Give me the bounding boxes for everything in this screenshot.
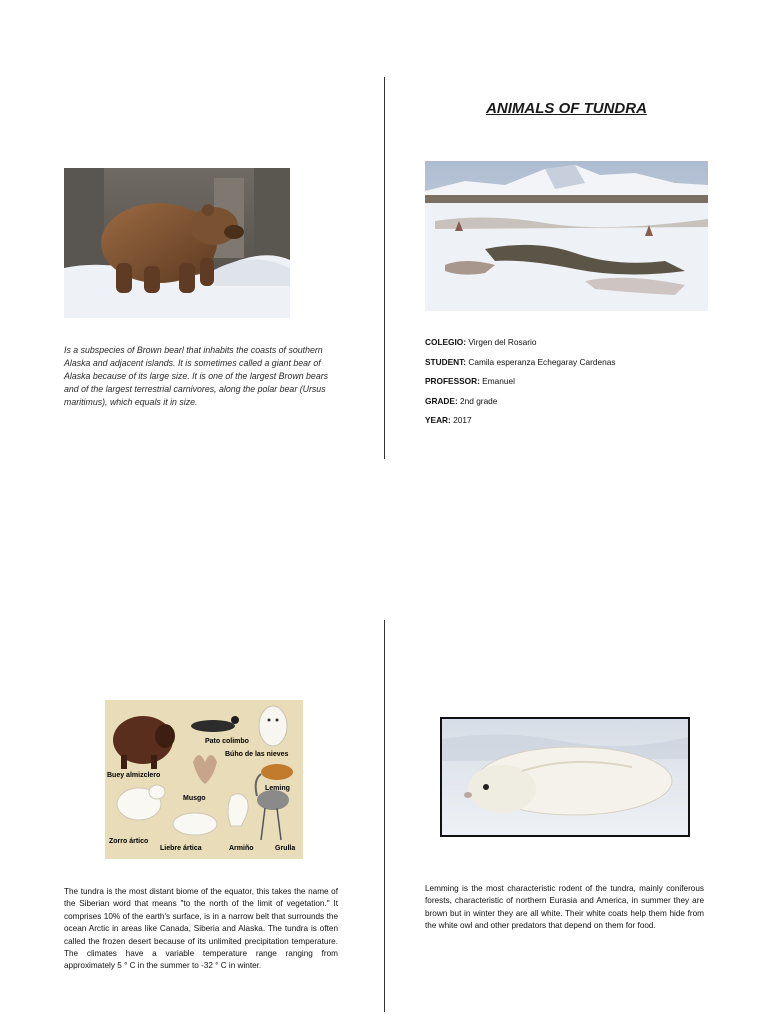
label-owl: Búho de las nieves bbox=[225, 751, 289, 758]
info-row-year bbox=[425, 416, 725, 436]
info-row-professor bbox=[425, 377, 725, 397]
label-loon: Pato colimbo bbox=[205, 738, 249, 745]
tundra-landscape-photo bbox=[425, 161, 708, 311]
tundra-paragraph: The tundra is the most distant biome of the equator, this takes the name of the Siberian word that means "to the north of the limit of vegetation." It comprises 10% of the earth's surface, is in a narrow belt that surrounds the ocean Arctic in areas like Canada, Siberia and Alaska. The tundra is often called the frozen desert because of its unlimited precipitation temperature. The climates have a variable temperature range ranging from approximately 5 ° C in the summer to -32 ° C in winter. bbox=[64, 887, 338, 971]
info-value: Camila esperanza Echegaray Cardenas bbox=[468, 356, 616, 367]
label-moss: Musgo bbox=[183, 795, 206, 802]
label-muskox: Buey almizclero bbox=[107, 772, 161, 779]
column-divider-top bbox=[384, 77, 385, 459]
info-row-student bbox=[425, 358, 725, 378]
bear-caption: Is a subspecies of Brown bearl that inhabits the coasts of southern Alaska and adjacent islands. It is sometimes called a giant bear of Alaska because of its large size. It is one of the largest Brown bears and of the largest terrestrial carnivores, along the polar bear (Ursus maritimus), which equals it in size. bbox=[64, 345, 329, 407]
page-title: ANIMALS OF TUNDRA bbox=[486, 100, 647, 117]
label-hare: Liebre ártica bbox=[160, 845, 202, 852]
label-fox: Zorro ártico bbox=[109, 838, 149, 845]
info-label: STUDENT: bbox=[425, 356, 467, 367]
student-info bbox=[425, 338, 725, 436]
column-divider-bottom bbox=[384, 620, 385, 1012]
tundra-animals-illustration bbox=[105, 700, 303, 859]
info-value: Virgen del Rosario bbox=[468, 337, 537, 347]
label-crane: Grulla bbox=[275, 845, 296, 852]
label-lemming: Leming bbox=[265, 785, 290, 792]
brown-bear-photo bbox=[64, 168, 290, 318]
info-value: 2017 bbox=[453, 415, 472, 425]
lemming-photo bbox=[440, 717, 690, 837]
info-row-colegio bbox=[425, 338, 725, 358]
info-label: YEAR: bbox=[425, 415, 451, 425]
label-ermine: Armiño bbox=[229, 845, 254, 852]
info-value: Emanuel bbox=[482, 376, 515, 386]
info-label: COLEGIO: bbox=[425, 337, 467, 347]
info-row-grade bbox=[425, 397, 725, 417]
info-label: PROFESSOR: bbox=[425, 376, 480, 386]
lemming-paragraph: Lemming is the most characteristic rodent of the tundra, mainly coniferous forests, characteristic of northern Eurasia and America, in summer they are brown but in winter they are all white. Their white coats help them hide from the white owl and other predators that depend on them for food. bbox=[425, 884, 704, 931]
info-value: 2nd grade bbox=[460, 395, 498, 406]
info-label: GRADE: bbox=[425, 395, 458, 406]
